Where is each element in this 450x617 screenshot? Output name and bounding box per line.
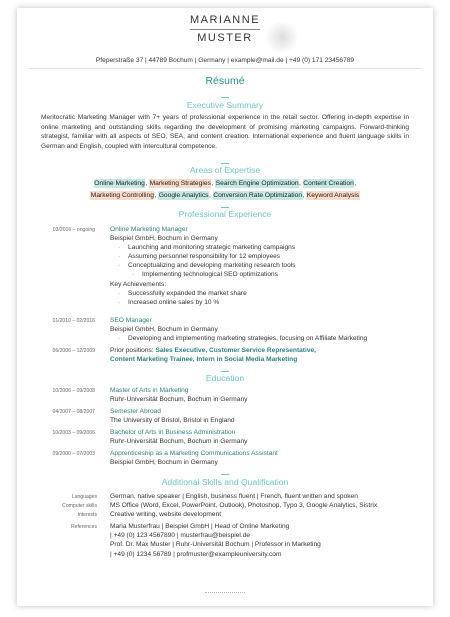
- expertise-line-2: Marketing Controlling, Google Analytics, Conversion Rate Optimization, Keyword Analysis: [90, 192, 360, 199]
- education-date: 09/2000 – 07/2003: [52, 451, 95, 457]
- languages-value: German, native speaker | English, business fluent | French, fluent written and spoken: [110, 493, 358, 500]
- computer-value: MS Office (Word, Excel, PowerPoint, Outlook), Photoshop, Typo 3, Google Analytics, Sistrix: [110, 502, 378, 509]
- interests-label: Interests: [77, 512, 97, 518]
- education-entry: [110, 386, 247, 404]
- section-title-summary: Executive Summary: [186, 100, 264, 110]
- prior-line-2: Content Marketing Trainee, Intern in Social Media Marketing: [110, 356, 298, 364]
- skill-tag: Content Creation: [303, 180, 354, 187]
- expertise-line-1: Online Marketing, Marketing Strategies, Search Engine Optimization, Content Creation,: [94, 180, 357, 187]
- job-sub-bullet: · Implementing technological SEO optimizations: [142, 270, 278, 279]
- last-name: MUSTER: [197, 32, 253, 44]
- skill-tag: Marketing Controlling: [90, 192, 154, 199]
- degree-title: Semester Abroad: [110, 408, 161, 415]
- reference-2-line-1: Prof. Dr. Max Muster | Ruhr-Universität Bochum | Professor in Marketing: [110, 541, 321, 549]
- name-divider: [190, 29, 260, 30]
- job-bullet: · Assuming personnel responsibility for 12 employees: [128, 252, 280, 261]
- skill-tag: Google Analytics: [158, 192, 209, 199]
- resume-page: [17, 8, 433, 606]
- education-entry: [110, 407, 235, 425]
- experience-entry: [110, 225, 218, 243]
- section-mark: [221, 474, 229, 475]
- degree-place: Beispiel GmbH, Bochum in Germany: [110, 459, 218, 467]
- resume-title: Résumé: [205, 75, 245, 87]
- section-mark: [221, 97, 229, 98]
- experience-date: 03/2016 – ongoing: [52, 227, 95, 233]
- languages-label: Languages: [71, 494, 97, 500]
- skill-tag: Marketing Strategies: [149, 180, 211, 187]
- degree-place: Ruhr-Universität Bochum, Bochum in Germany: [110, 396, 248, 404]
- degree-title: Master of Arts in Marketing: [110, 387, 189, 394]
- education-date: 10/2006 – 09/2008: [52, 388, 95, 394]
- achievement-bullet: · Successfully expanded the market share: [128, 289, 247, 298]
- interests-value: Creative writing, website development: [110, 511, 222, 518]
- achievements-label: Key Achievements:: [110, 281, 167, 288]
- skill-tag: Keyword Analysis: [306, 192, 360, 199]
- experience-date: 06/2006 – 12/2009: [52, 348, 95, 354]
- summary-text: Meritocratic Marketing Manager with 7+ years of professional experience in the retail sector. Offering in-depth expertise in online marketing and outstanding skills regarding the development of promising marketing campaigns. Forward-thinking strategist, familiar with all aspects of SEO, SEA, and content creation. International experience and fluent language skills in German and English, coupled with intercultural competence.: [41, 114, 409, 150]
- job-company: Beispiel GmbH, Bochum in Germany: [110, 326, 218, 334]
- signature-line: [205, 592, 245, 593]
- job-title: Online Marketing Manager: [110, 226, 188, 233]
- education-date: 04/2007 – 08/2007: [52, 409, 95, 415]
- experience-entry: [110, 316, 218, 334]
- degree-place: The University of Bristol, Bristol in England: [110, 417, 235, 425]
- prior-label: Prior positions:: [110, 347, 154, 354]
- section-title-experience: Professional Experience: [178, 209, 272, 219]
- skill-tag: Conversion Rate Optimization: [213, 192, 303, 199]
- reference-2-line-2: | +49 (0) 1234 56789 | profmuster@exampleuniversity.com: [110, 550, 282, 558]
- degree-place: Ruhr-Universität Bochum, Bochum in Germany: [110, 438, 248, 446]
- reference-1: [110, 522, 321, 559]
- skill-tag: Search Engine Optimization: [215, 180, 299, 187]
- references-label: References: [70, 524, 97, 530]
- reference-1-line-2: | +49 (0) 123 4567890 | musterfrau@beispiel.de: [110, 532, 251, 540]
- degree-title: Bachelor of Arts in Business Administration: [110, 429, 236, 436]
- section-title-expertise: Areas of Expertise: [189, 165, 261, 175]
- section-mark: [221, 163, 229, 164]
- education-date: 10/2003 – 09/2006: [52, 430, 95, 436]
- education-entry: [110, 428, 247, 446]
- prior-positions: [110, 346, 316, 364]
- job-title: SEO Manager: [110, 317, 152, 324]
- job-company: Beispiel GmbH, Bochum in Germany: [110, 235, 218, 243]
- job-bullet: · Developing and implementing marketing strategies, focusing on Affiliate Marketing: [128, 334, 367, 343]
- reference-1-line-1: Maria Musterfrau | Beispiel GmbH | Head of Online Marketing: [110, 523, 290, 530]
- degree-title: Apprenticeship as a Marketing Communications Assistant: [110, 450, 278, 457]
- achievement-bullet: · Increased online sales by 10 %: [128, 298, 219, 307]
- prior-line-1: Sales Executive, Customer Service Representative,: [155, 347, 316, 354]
- education-entry: [110, 449, 278, 467]
- experience-date: 01/2010 – 02/2016: [52, 318, 95, 324]
- contact-line: Pfeperstraße 37 | 44789 Bochum | Germany | example@mail.de | +49 (0) 171 23456789: [95, 57, 355, 64]
- name-block: [17, 14, 433, 45]
- first-name: MARIANNE: [189, 14, 261, 26]
- skill-tag: Online Marketing: [94, 180, 145, 187]
- computer-label: Computer skills: [62, 503, 97, 509]
- section-title-additional: Additional Skills and Qualification: [161, 477, 289, 487]
- job-bullet: · Conceptualizing and developing marketing research tools: [128, 261, 296, 270]
- section-mark: [221, 207, 229, 208]
- section-mark: [221, 371, 229, 372]
- header-divider: [29, 68, 421, 69]
- section-title-education: Education: [205, 373, 245, 383]
- job-bullet: · Launching and monitoring strategic marketing campaigns: [128, 243, 295, 252]
